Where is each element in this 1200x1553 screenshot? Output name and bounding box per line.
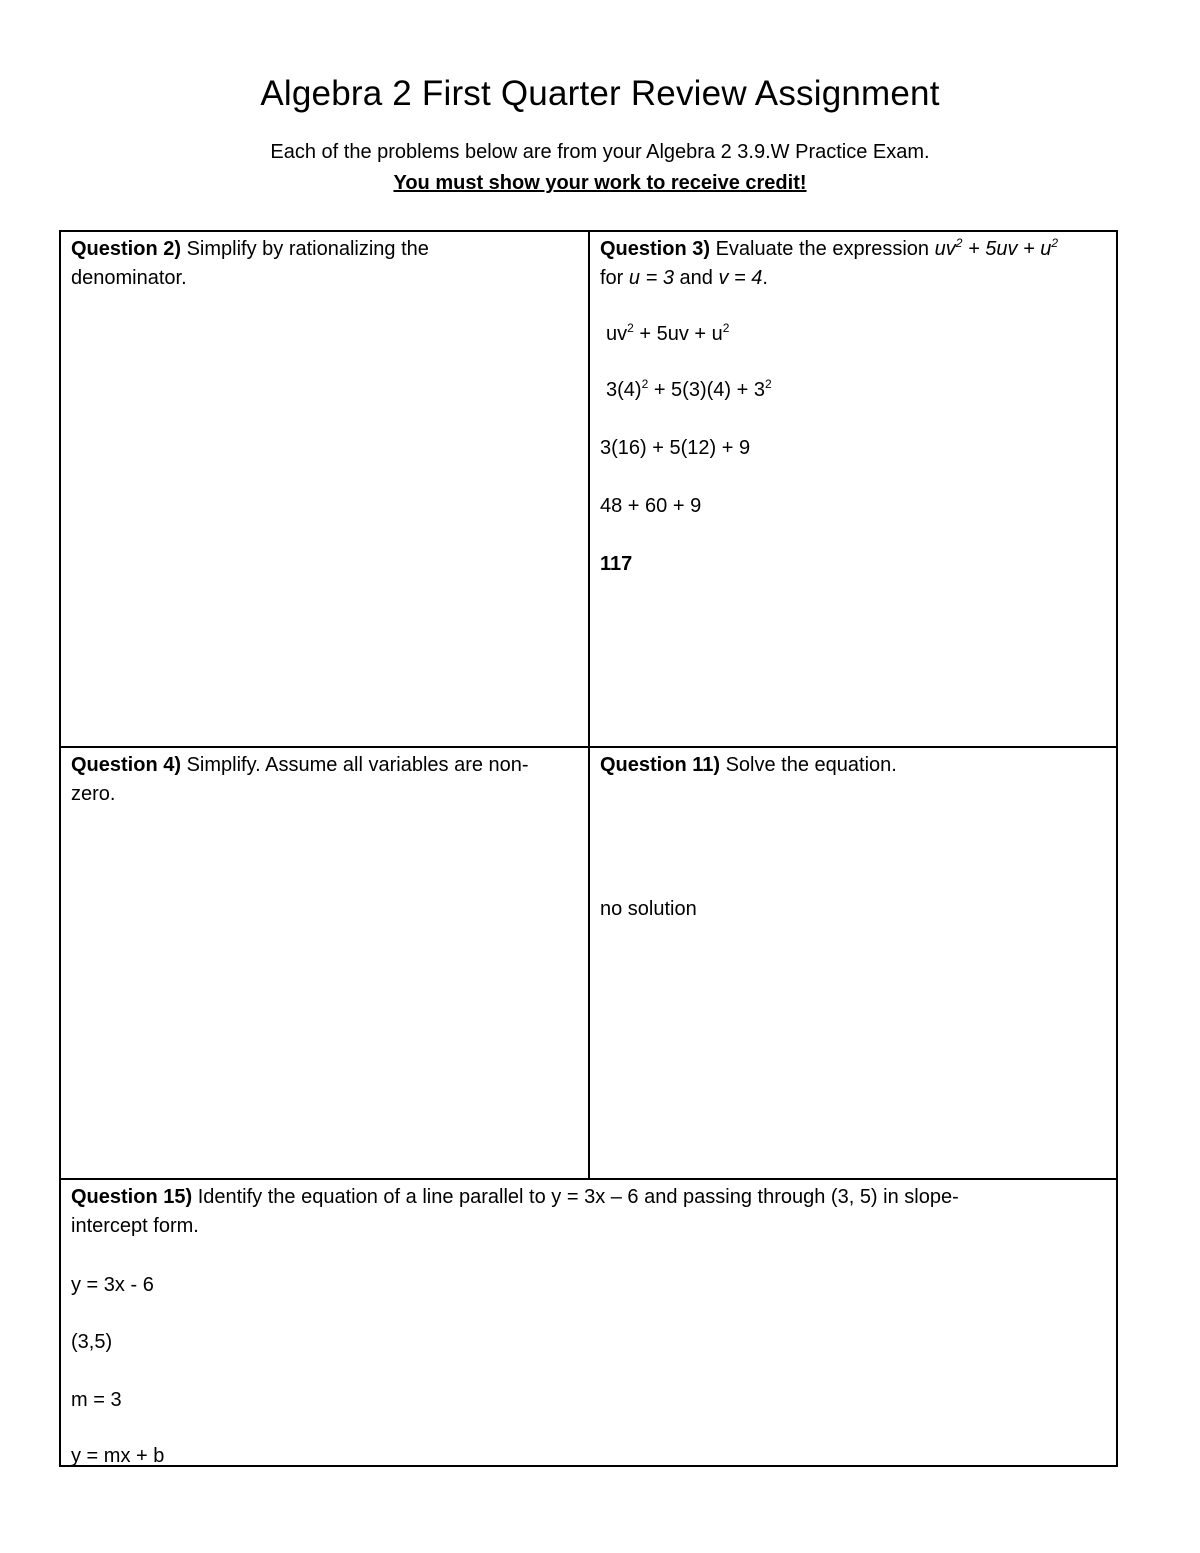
question-4-cell (61, 748, 588, 1178)
question-15-cell (61, 1180, 1116, 1465)
question-11-text (600, 751, 1106, 780)
question-2-text (71, 235, 491, 293)
question-11-label: Question 11) (600, 754, 721, 776)
question-3-cell (590, 232, 1116, 746)
question-15-label: Question 15) (71, 1186, 193, 1208)
question-11-cell (590, 748, 1116, 1178)
q15-work-step-2: (3,5) (71, 1331, 113, 1353)
page-title: Algebra 2 First Quarter Review Assignment (260, 74, 940, 113)
question-2-prompt: Simplify by rationalizing the denominator. (71, 238, 429, 289)
q15-work-step-4: y = mx + b (71, 1445, 165, 1467)
q15-work-step-3: m = 3 (71, 1389, 122, 1411)
question-3-text (600, 235, 1106, 293)
question-11-prompt: Solve the equation. (725, 754, 897, 776)
q3-work-step-1: $uv^2 + 5uv + u^2$ (606, 321, 730, 345)
question-3-condition: for u = 3 and v = 4. (600, 267, 768, 289)
q11-answer: no solution (600, 898, 697, 920)
page-subtitle: Each of the problems below are from your Algebra 2 3.9.W Practice Exam. (270, 141, 930, 163)
q3-work-step-3: 3(16) + 5(12) + 9 (600, 437, 751, 459)
q3-work-step-4: 48 + 60 + 9 (600, 495, 702, 517)
question-3-prompt: Evaluate the expression (715, 238, 930, 260)
work-notice: You must show your work to receive credit! (393, 172, 807, 194)
question-2-label: Question 2) (71, 238, 182, 260)
question-4-text (71, 751, 561, 809)
question-2-cell (61, 232, 588, 746)
question-15-text (71, 1183, 1031, 1241)
question-4-label: Question 4) (71, 754, 182, 776)
question-3-label: Question 3) (600, 238, 711, 260)
q3-work-step-2: $3(4)^2 + 5(3)(4) + 3^2$ (606, 377, 772, 401)
q15-work-step-1: y = 3x - 6 (71, 1274, 154, 1296)
question-3-expression: $uv^2 + 5uv + u^2$ (934, 236, 1059, 260)
question-15-prompt: Identify the equation of a line parallel to y = 3x – 6 and passing through (3, 5) in slope-intercept form. (71, 1186, 959, 1237)
q3-answer: 117 (600, 553, 633, 575)
question-grid (59, 230, 1118, 1467)
question-4-prompt: Simplify. Assume all variables are non-zero. (71, 754, 529, 805)
